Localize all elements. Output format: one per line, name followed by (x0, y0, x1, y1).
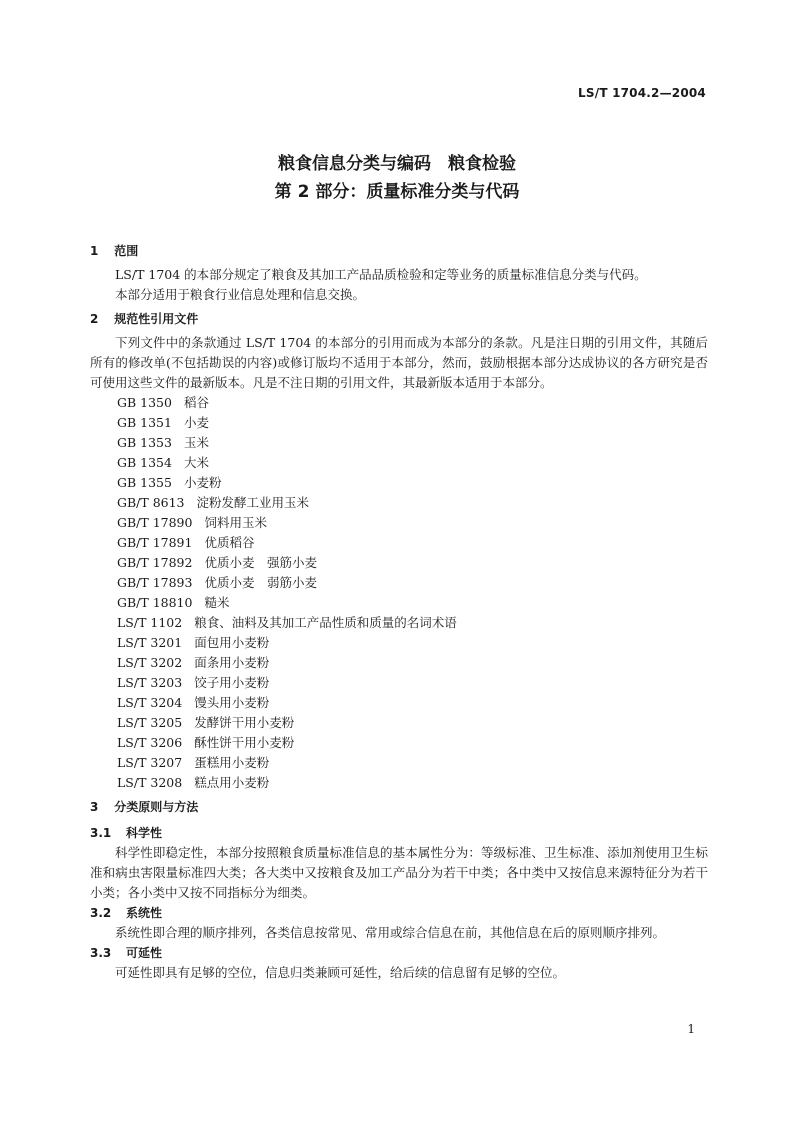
section-title: 规范性引用文件 (114, 312, 199, 326)
subsection-title: 可延性 (126, 946, 163, 960)
reference-item (90, 533, 708, 553)
reference-code: LS/T 1102 (117, 615, 183, 630)
reference-code: LS/T 3208 (117, 775, 183, 790)
document-body (90, 241, 708, 983)
reference-item (90, 393, 708, 413)
reference-item (90, 653, 708, 673)
reference-code: GB/T 17890 (117, 515, 193, 530)
page-number: 1 (687, 1022, 695, 1036)
reference-name: 优质小麦 强筋小麦 (204, 555, 317, 570)
reference-code: GB 1354 (117, 455, 172, 470)
paragraph: 科学性即稳定性，本部分按照粮食质量标准信息的基本属性分为：等级标准、卫生标准、添加剂使用卫生标准和病虫害限量标准四大类；各大类中又按粮食及加工产品分为若干中类；各中类中又按信息来源特征分为若干小类；各小类中又按不同指标分为细类。 (90, 845, 708, 900)
subsection-heading-systematic (90, 903, 708, 923)
reference-name: 面条用小麦粉 (194, 655, 270, 670)
paragraph: LS/T 1704 的本部分规定了粮食及其加工产品品质检验和定等业务的质量标准信息分类与代码。 (115, 267, 647, 282)
reference-code: LS/T 3207 (117, 755, 183, 770)
paragraph: 下列文件中的条款通过 LS/T 1704 的本部分的引用而成为本部分的条款。凡是注日期的引用文件，其随后所有的修改单(不包括勘误的内容)或修订版均不适用于本部分，然而，鼓励根据本部分达成协议的各方研究是否可使用这些文件的最新版本。凡是不注日期的引用文件，其最新版本适用于本部分。 (90, 335, 708, 390)
document-title (0, 150, 794, 206)
reference-item (90, 733, 708, 753)
reference-name: 糙米 (204, 595, 230, 610)
reference-code: LS/T 3205 (117, 715, 183, 730)
reference-item (90, 493, 708, 513)
reference-code: LS/T 3206 (117, 735, 183, 750)
reference-item (90, 613, 708, 633)
reference-name: 大米 (183, 455, 209, 470)
reference-code: LS/T 3202 (117, 655, 183, 670)
reference-item (90, 713, 708, 733)
reference-code: GB/T 17891 (117, 535, 193, 550)
reference-item (90, 513, 708, 533)
section-number: 3 (90, 800, 99, 814)
reference-item (90, 433, 708, 453)
reference-item (90, 573, 708, 593)
section-title: 范围 (114, 244, 139, 258)
reference-name: 小麦 (183, 415, 209, 430)
reference-item (90, 413, 708, 433)
subsection-number: 3.2 (90, 906, 112, 920)
reference-code: GB 1351 (117, 415, 172, 430)
section-heading-normative-references (90, 309, 708, 329)
reference-code: GB/T 18810 (117, 595, 193, 610)
reference-list (90, 393, 708, 793)
section-heading-scope (90, 241, 708, 261)
reference-name: 优质稻谷 (204, 535, 255, 550)
title-line-1: 粮食信息分类与编码 粮食检验 (278, 154, 516, 174)
section-heading-classification-principles (90, 797, 708, 817)
reference-code: GB 1355 (117, 475, 172, 490)
section-number: 2 (90, 312, 99, 326)
reference-item (90, 553, 708, 573)
reference-name: 发酵饼干用小麦粉 (194, 715, 295, 730)
title-line-2: 第 2 部分：质量标准分类与代码 (274, 182, 520, 202)
reference-code: LS/T 3201 (117, 635, 183, 650)
standard-code: LS/T 1704.2—2004 (578, 86, 706, 100)
reference-name: 糕点用小麦粉 (194, 775, 270, 790)
section-number: 1 (90, 244, 99, 258)
reference-item (90, 773, 708, 793)
reference-name: 饲料用玉米 (204, 515, 267, 530)
reference-code: GB/T 17893 (117, 575, 193, 590)
reference-code: GB 1350 (117, 395, 172, 410)
subsection-number: 3.1 (90, 826, 112, 840)
reference-code: LS/T 3203 (117, 675, 183, 690)
reference-name: 淀粉发酵工业用玉米 (196, 495, 310, 510)
paragraph: 系统性即合理的顺序排列，各类信息按常见、常用或综合信息在前，其他信息在后的原则顺序排列。 (115, 925, 666, 940)
reference-item (90, 593, 708, 613)
reference-item (90, 753, 708, 773)
reference-item (90, 633, 708, 653)
reference-code: LS/T 3204 (117, 695, 183, 710)
reference-name: 面包用小麦粉 (194, 635, 270, 650)
reference-name: 酥性饼干用小麦粉 (194, 735, 295, 750)
paragraph: 本部分适用于粮食行业信息处理和信息交换。 (115, 287, 366, 302)
reference-name: 蛋糕用小麦粉 (194, 755, 270, 770)
reference-name: 优质小麦 弱筋小麦 (204, 575, 317, 590)
reference-name: 小麦粉 (183, 475, 222, 490)
reference-name: 粮食、油料及其加工产品性质和质量的名词术语 (194, 615, 457, 630)
reference-item (90, 693, 708, 713)
reference-item (90, 473, 708, 493)
subsection-heading-scientific (90, 823, 708, 843)
reference-name: 饺子用小麦粉 (194, 675, 270, 690)
reference-code: GB/T 8613 (117, 495, 185, 510)
reference-name: 玉米 (183, 435, 209, 450)
subsection-title: 科学性 (126, 826, 163, 840)
reference-name: 稻谷 (183, 395, 209, 410)
reference-code: GB 1353 (117, 435, 172, 450)
subsection-heading-extensible (90, 943, 708, 963)
paragraph: 可延性即具有足够的空位，信息归类兼顾可延性，给后续的信息留有足够的空位。 (115, 965, 566, 980)
reference-item (90, 453, 708, 473)
subsection-title: 系统性 (126, 906, 163, 920)
section-title: 分类原则与方法 (114, 800, 199, 814)
reference-name: 馒头用小麦粉 (194, 695, 270, 710)
reference-code: GB/T 17892 (117, 555, 193, 570)
reference-item (90, 673, 708, 693)
subsection-number: 3.3 (90, 946, 112, 960)
